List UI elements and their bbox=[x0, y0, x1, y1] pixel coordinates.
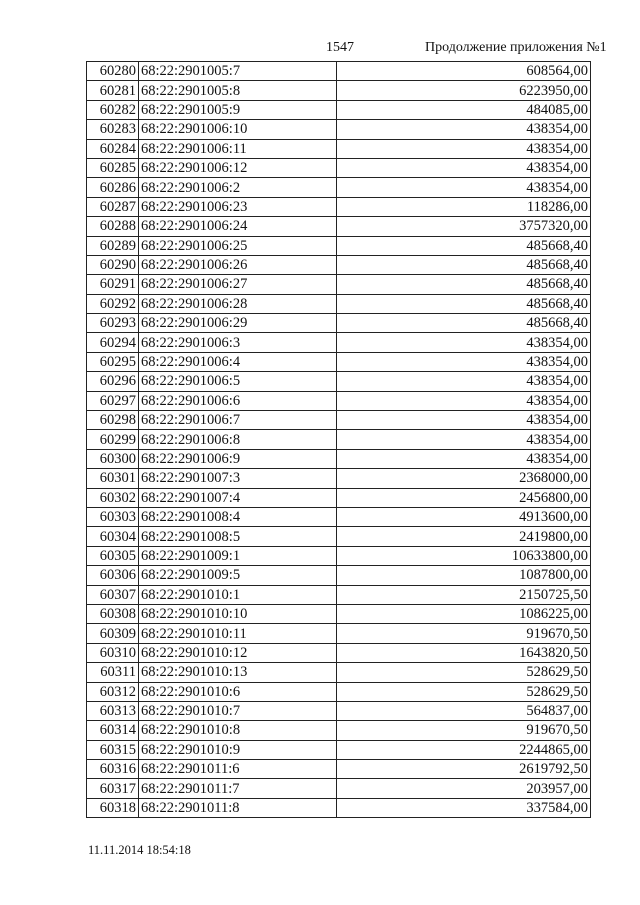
row-number: 60307 bbox=[87, 585, 139, 604]
row-number: 60305 bbox=[87, 546, 139, 565]
table-row bbox=[87, 158, 591, 177]
cadastral-value: 919670,50 bbox=[337, 624, 591, 643]
cadastral-value: 485668,40 bbox=[337, 236, 591, 255]
cadastral-value: 438354,00 bbox=[337, 411, 591, 430]
cadastral-value: 6223950,00 bbox=[337, 81, 591, 100]
cadastral-number: 68:22:2901006:24 bbox=[139, 217, 337, 236]
table-row bbox=[87, 411, 591, 430]
cadastral-value: 4913600,00 bbox=[337, 507, 591, 526]
cadastral-value: 2619792,50 bbox=[337, 760, 591, 779]
cadastral-value: 438354,00 bbox=[337, 352, 591, 371]
table-row bbox=[87, 527, 591, 546]
cadastral-number: 68:22:2901005:7 bbox=[139, 62, 337, 81]
table-row bbox=[87, 217, 591, 236]
row-number: 60287 bbox=[87, 197, 139, 216]
cadastral-value: 438354,00 bbox=[337, 449, 591, 468]
cadastral-value: 485668,40 bbox=[337, 294, 591, 313]
cadastral-value: 438354,00 bbox=[337, 120, 591, 139]
cadastral-value: 118286,00 bbox=[337, 197, 591, 216]
table-row bbox=[87, 701, 591, 720]
row-number: 60308 bbox=[87, 604, 139, 623]
row-number: 60312 bbox=[87, 682, 139, 701]
cadastral-value: 919670,50 bbox=[337, 721, 591, 740]
table-row bbox=[87, 663, 591, 682]
row-number: 60316 bbox=[87, 760, 139, 779]
cadastral-number: 68:22:2901010:9 bbox=[139, 740, 337, 759]
table-row bbox=[87, 62, 591, 81]
cadastral-value: 2368000,00 bbox=[337, 469, 591, 488]
table-row bbox=[87, 488, 591, 507]
print-timestamp: 11.11.2014 18:54:18 bbox=[88, 843, 191, 857]
cadastral-number: 68:22:2901006:26 bbox=[139, 255, 337, 274]
row-number: 60294 bbox=[87, 333, 139, 352]
cadastral-number: 68:22:2901010:11 bbox=[139, 624, 337, 643]
row-number: 60292 bbox=[87, 294, 139, 313]
row-number: 60315 bbox=[87, 740, 139, 759]
cadastral-number: 68:22:2901006:27 bbox=[139, 275, 337, 294]
table-row bbox=[87, 469, 591, 488]
cadastral-number: 68:22:2901008:4 bbox=[139, 507, 337, 526]
cadastral-value: 484085,00 bbox=[337, 100, 591, 119]
cadastral-number: 68:22:2901010:13 bbox=[139, 663, 337, 682]
row-number: 60293 bbox=[87, 314, 139, 333]
row-number: 60299 bbox=[87, 430, 139, 449]
table-row bbox=[87, 178, 591, 197]
cadastral-number: 68:22:2901006:10 bbox=[139, 120, 337, 139]
row-number: 60283 bbox=[87, 120, 139, 139]
table-row bbox=[87, 760, 591, 779]
cadastral-value: 2244865,00 bbox=[337, 740, 591, 759]
cadastral-value: 1087800,00 bbox=[337, 566, 591, 585]
cadastral-value: 438354,00 bbox=[337, 178, 591, 197]
cadastral-number: 68:22:2901006:3 bbox=[139, 333, 337, 352]
cadastral-value: 337584,00 bbox=[337, 798, 591, 817]
row-number: 60313 bbox=[87, 701, 139, 720]
table-row bbox=[87, 372, 591, 391]
row-number: 60317 bbox=[87, 779, 139, 798]
cadastral-number: 68:22:2901007:3 bbox=[139, 469, 337, 488]
cadastral-number: 68:22:2901005:8 bbox=[139, 81, 337, 100]
cadastral-number: 68:22:2901008:5 bbox=[139, 527, 337, 546]
table-row bbox=[87, 197, 591, 216]
table-row bbox=[87, 314, 591, 333]
cadastral-number: 68:22:2901006:7 bbox=[139, 411, 337, 430]
cadastral-number: 68:22:2901010:6 bbox=[139, 682, 337, 701]
row-number: 60285 bbox=[87, 158, 139, 177]
cadastral-value: 10633800,00 bbox=[337, 546, 591, 565]
cadastral-value: 1086225,00 bbox=[337, 604, 591, 623]
cadastral-number: 68:22:2901006:25 bbox=[139, 236, 337, 255]
row-number: 60288 bbox=[87, 217, 139, 236]
cadastral-value: 438354,00 bbox=[337, 158, 591, 177]
row-number: 60295 bbox=[87, 352, 139, 371]
cadastral-number: 68:22:2901010:1 bbox=[139, 585, 337, 604]
cadastral-number: 68:22:2901011:7 bbox=[139, 779, 337, 798]
cadastral-value: 564837,00 bbox=[337, 701, 591, 720]
table-row bbox=[87, 255, 591, 274]
cadastral-number: 68:22:2901006:23 bbox=[139, 197, 337, 216]
row-number: 60301 bbox=[87, 469, 139, 488]
cadastral-value: 1643820,50 bbox=[337, 643, 591, 662]
table-row bbox=[87, 779, 591, 798]
cadastral-number: 68:22:2901006:29 bbox=[139, 314, 337, 333]
cadastral-number: 68:22:2901010:10 bbox=[139, 604, 337, 623]
row-number: 60303 bbox=[87, 507, 139, 526]
table-row bbox=[87, 682, 591, 701]
table-row bbox=[87, 294, 591, 313]
table-row bbox=[87, 566, 591, 585]
cadastral-number: 68:22:2901006:12 bbox=[139, 158, 337, 177]
cadastral-value: 438354,00 bbox=[337, 391, 591, 410]
cadastral-value: 203957,00 bbox=[337, 779, 591, 798]
table-row bbox=[87, 643, 591, 662]
table-row bbox=[87, 430, 591, 449]
row-number: 60311 bbox=[87, 663, 139, 682]
table-row bbox=[87, 546, 591, 565]
cadastral-number: 68:22:2901006:5 bbox=[139, 372, 337, 391]
row-number: 60297 bbox=[87, 391, 139, 410]
table-row bbox=[87, 507, 591, 526]
cadastral-value: 3757320,00 bbox=[337, 217, 591, 236]
cadastral-value: 2419800,00 bbox=[337, 527, 591, 546]
row-number: 60289 bbox=[87, 236, 139, 255]
table-row bbox=[87, 81, 591, 100]
cadastral-number: 68:22:2901009:1 bbox=[139, 546, 337, 565]
table-row bbox=[87, 139, 591, 158]
row-number: 60282 bbox=[87, 100, 139, 119]
row-number: 60302 bbox=[87, 488, 139, 507]
row-number: 60286 bbox=[87, 178, 139, 197]
cadastral-value: 2456800,00 bbox=[337, 488, 591, 507]
cadastral-value: 438354,00 bbox=[337, 333, 591, 352]
cadastral-number: 68:22:2901006:6 bbox=[139, 391, 337, 410]
row-number: 60304 bbox=[87, 527, 139, 546]
table-row bbox=[87, 333, 591, 352]
row-number: 60291 bbox=[87, 275, 139, 294]
table-row bbox=[87, 585, 591, 604]
table-body bbox=[87, 62, 591, 818]
cadastral-value: 485668,40 bbox=[337, 255, 591, 274]
table-row bbox=[87, 449, 591, 468]
row-number: 60314 bbox=[87, 721, 139, 740]
table-row bbox=[87, 120, 591, 139]
cadastral-number: 68:22:2901011:8 bbox=[139, 798, 337, 817]
row-number: 60290 bbox=[87, 255, 139, 274]
row-number: 60300 bbox=[87, 449, 139, 468]
cadastral-value: 438354,00 bbox=[337, 139, 591, 158]
cadastral-number: 68:22:2901010:8 bbox=[139, 721, 337, 740]
row-number: 60280 bbox=[87, 62, 139, 81]
row-number: 60310 bbox=[87, 643, 139, 662]
cadastral-value: 2150725,50 bbox=[337, 585, 591, 604]
table-row bbox=[87, 721, 591, 740]
cadastral-number: 68:22:2901011:6 bbox=[139, 760, 337, 779]
cadastral-value: 438354,00 bbox=[337, 430, 591, 449]
cadastral-value: 485668,40 bbox=[337, 275, 591, 294]
row-number: 60318 bbox=[87, 798, 139, 817]
table-row bbox=[87, 604, 591, 623]
table-row bbox=[87, 624, 591, 643]
table-row bbox=[87, 740, 591, 759]
row-number: 60306 bbox=[87, 566, 139, 585]
cadastral-number: 68:22:2901005:9 bbox=[139, 100, 337, 119]
cadastral-number: 68:22:2901010:7 bbox=[139, 701, 337, 720]
row-number: 60281 bbox=[87, 81, 139, 100]
cadastral-value: 438354,00 bbox=[337, 372, 591, 391]
cadastral-number: 68:22:2901006:2 bbox=[139, 178, 337, 197]
cadastral-number: 68:22:2901010:12 bbox=[139, 643, 337, 662]
table-row bbox=[87, 391, 591, 410]
cadastral-value: 608564,00 bbox=[337, 62, 591, 81]
row-number: 60309 bbox=[87, 624, 139, 643]
cadastral-value: 528629,50 bbox=[337, 663, 591, 682]
table-row bbox=[87, 798, 591, 817]
table-row bbox=[87, 352, 591, 371]
cadastral-number: 68:22:2901007:4 bbox=[139, 488, 337, 507]
cadastral-number: 68:22:2901009:5 bbox=[139, 566, 337, 585]
cadastral-value: 485668,40 bbox=[337, 314, 591, 333]
cadastral-value-table bbox=[86, 61, 591, 818]
row-number: 60284 bbox=[87, 139, 139, 158]
cadastral-number: 68:22:2901006:9 bbox=[139, 449, 337, 468]
table-row bbox=[87, 236, 591, 255]
table-row bbox=[87, 100, 591, 119]
cadastral-number: 68:22:2901006:8 bbox=[139, 430, 337, 449]
cadastral-value: 528629,50 bbox=[337, 682, 591, 701]
cadastral-number: 68:22:2901006:28 bbox=[139, 294, 337, 313]
appendix-label: Продолжение приложения №1 bbox=[425, 40, 607, 55]
cadastral-number: 68:22:2901006:11 bbox=[139, 139, 337, 158]
page-number: 1547 bbox=[326, 40, 354, 55]
row-number: 60296 bbox=[87, 372, 139, 391]
row-number: 60298 bbox=[87, 411, 139, 430]
table-row bbox=[87, 275, 591, 294]
cadastral-number: 68:22:2901006:4 bbox=[139, 352, 337, 371]
